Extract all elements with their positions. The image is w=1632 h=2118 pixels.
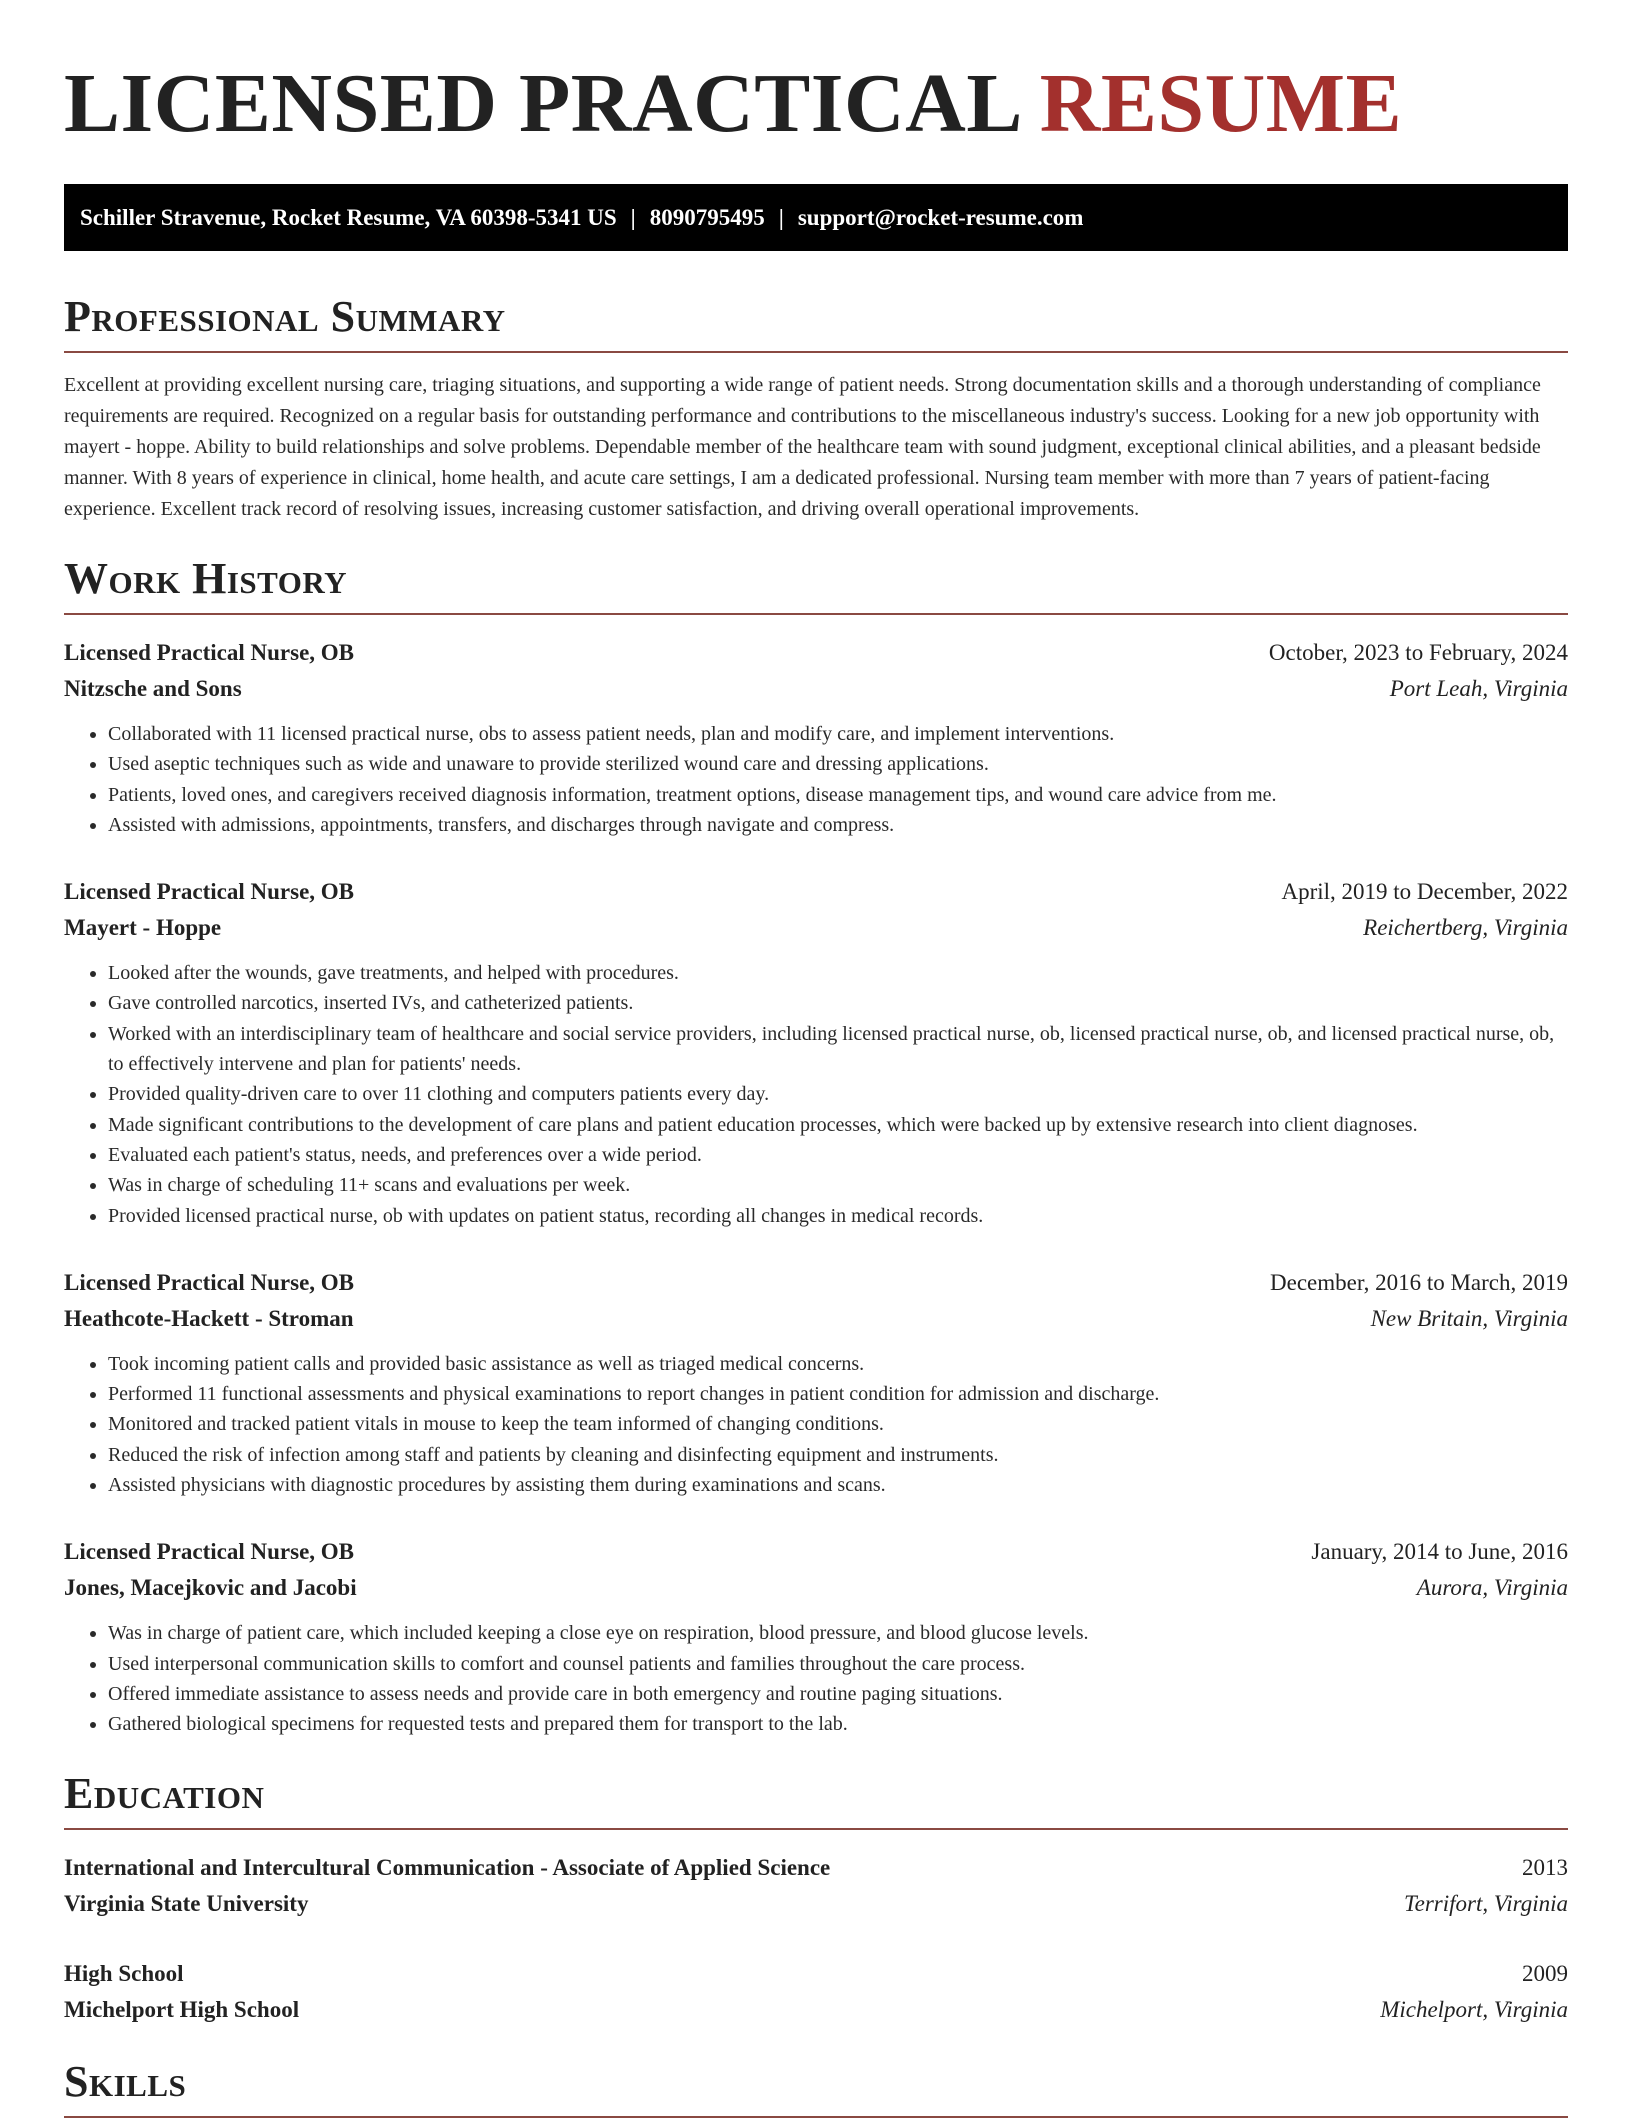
job-dates: December, 2016 to March, 2019 — [1270, 1269, 1568, 1295]
job-title: Licensed Practical Nurse, OB — [64, 1269, 355, 1295]
job-bullet: • Gave controlled narcotics, inserted IVs, and catheterized patients. — [108, 988, 1568, 1018]
job-bullet: • Gathered biological specimens for requested tests and prepared them for transport to the lab. — [108, 1709, 1568, 1739]
contact-phone[interactable]: 8090795495 — [649, 205, 765, 230]
education-location: Terrifort, Virginia — [1403, 1890, 1568, 1916]
contact-address: Schiller Stravenue, Rocket Resume, VA 60398-5341 US — [80, 205, 617, 230]
education-degree: International and Intercultural Communication - Associate of Applied Science — [64, 1854, 831, 1880]
job-bullet: • Provided licensed practical nurse, ob with updates on patient status, recording all changes in medical records. — [108, 1201, 1568, 1231]
job-entry — [64, 874, 1568, 1231]
job-company-row — [64, 910, 1568, 946]
job-bullet: • Assisted physicians with diagnostic procedures by assisting them during examinations and scans. — [108, 1470, 1568, 1500]
contact-bar — [64, 184, 1568, 251]
job-location: Reichertberg, Virginia — [1363, 915, 1568, 941]
job-title: Licensed Practical Nurse, OB — [64, 1539, 355, 1565]
education-year: 2009 — [1522, 1960, 1568, 1986]
job-bullet: • Looked after the wounds, gave treatments, and helped with procedures. — [108, 958, 1568, 988]
job-header-row — [64, 1265, 1568, 1301]
job-bullet: • Made significant contributions to the development of care plans and patient education processes, which were backed up by extensive research into client diagnoses. — [108, 1110, 1568, 1140]
job-dates: October, 2023 to February, 2024 — [1268, 640, 1568, 665]
contact-separator: | — [778, 205, 784, 230]
job-entry — [64, 635, 1568, 840]
job-header-row — [64, 635, 1568, 671]
education-entry — [64, 1956, 1568, 2028]
skills-heading: Skills — [64, 2056, 1568, 2118]
job-company: Heathcote-Hackett - Stroman — [64, 1305, 354, 1331]
resume-title — [64, 56, 1568, 152]
contact-email[interactable]: support@rocket-resume.com — [797, 205, 1084, 230]
job-bullet: • Worked with an interdisciplinary team of healthcare and social service providers, including licensed practical nurse, ob, licensed practical nurse, ob, and licensed practical nurse, ob, to effectively intervene and plan for patients' needs. — [108, 1019, 1568, 1080]
summary-text: Excellent at providing excellent nursing care, triaging situations, and supporting a wide range of patient needs. Strong documentation skills and a thorough understanding of compliance requirements are required. Recognized on a regular basis for outstanding performance and contributions to the miscellaneous industry's success. Looking for a new job opportunity with mayert - hoppe. Ability to build relationships and solve problems. Dependable member of the healthcare team with sound judgment, exceptional clinical abilities, and a pleasant bedside manner. With 8 years of experience in clinical, home health, and acute care settings, I am a dedicated professional. Nursing team member with more than 7 years of patient-facing experience. Excellent track record of resolving issues, increasing customer satisfaction, and driving overall operational improvements. — [64, 374, 1541, 520]
job-company-row — [64, 671, 1568, 707]
job-header-row — [64, 874, 1568, 910]
job-bullet: • Provided quality-driven care to over 11 clothing and computers patients every day. — [108, 1079, 1568, 1109]
job-entry — [64, 1534, 1568, 1739]
job-bullet: • Was in charge of patient care, which included keeping a close eye on respiration, blood pressure, and blood glucose levels. — [108, 1618, 1568, 1648]
job-company: Mayert - Hoppe — [64, 915, 222, 941]
job-bullet: • Evaluated each patient's status, needs, and preferences over a wide period. — [108, 1140, 1568, 1170]
education-school-row — [64, 1992, 1568, 2028]
job-bullet: • Monitored and tracked patient vitals in mouse to keep the team informed of changing conditions. — [108, 1409, 1568, 1439]
education-degree-row — [64, 1956, 1568, 1992]
education-school: Michelport High School — [64, 1996, 300, 2022]
title-part-2: RESUME — [1039, 57, 1403, 150]
job-header-row — [64, 1534, 1568, 1570]
education-section — [64, 1768, 1568, 2028]
job-location: New Britain, Virginia — [1370, 1305, 1568, 1331]
resume-page — [64, 0, 1568, 2118]
job-bullets — [64, 1618, 1568, 1739]
job-dates: January, 2014 to June, 2016 — [1311, 1539, 1568, 1565]
job-bullet: • Reduced the risk of infection among staff and patients by cleaning and disinfecting equipment and instruments. — [108, 1440, 1568, 1470]
education-year: 2013 — [1522, 1854, 1568, 1880]
education-heading: Education — [64, 1768, 1568, 1830]
education-degree: High School — [64, 1960, 184, 1986]
education-school-row — [64, 1886, 1568, 1922]
work-history-section — [64, 553, 1568, 1740]
job-dates: April, 2019 to December, 2022 — [1281, 879, 1568, 905]
job-title: Licensed Practical Nurse, OB — [64, 879, 355, 905]
job-bullets — [64, 958, 1568, 1231]
job-company: Nitzsche and Sons — [64, 676, 242, 701]
job-bullet: • Took incoming patient calls and provided basic assistance as well as triaged medical concerns. — [108, 1349, 1568, 1379]
job-location: Aurora, Virginia — [1416, 1575, 1568, 1601]
summary-heading: Professional Summary — [64, 291, 1568, 353]
job-title: Licensed Practical Nurse, OB — [64, 640, 355, 665]
job-bullets — [64, 719, 1568, 840]
job-bullet: • Offered immediate assistance to assess needs and provide care in both emergency and routine paging situations. — [108, 1679, 1568, 1709]
education-degree-row — [64, 1850, 1568, 1886]
job-bullet: • Assisted with admissions, appointments, transfers, and discharges through navigate and compress. — [108, 810, 1568, 840]
job-entry — [64, 1265, 1568, 1500]
title-part-1: LICENSED PRACTICAL — [64, 57, 1019, 150]
contact-separator: | — [630, 205, 636, 230]
job-bullet: • Performed 11 functional assessments and physical examinations to report changes in patient condition for admission and discharge. — [108, 1379, 1568, 1409]
job-company: Jones, Macejkovic and Jacobi — [64, 1575, 357, 1601]
job-bullet: • Used aseptic techniques such as wide and unaware to provide sterilized wound care and dressing applications. — [108, 749, 1568, 779]
job-company-row — [64, 1301, 1568, 1337]
job-bullets — [64, 1349, 1568, 1500]
skills-section — [64, 2056, 1568, 2118]
education-location: Michelport, Virginia — [1380, 1996, 1568, 2022]
education-entry — [64, 1850, 1568, 1922]
job-bullet: • Collaborated with 11 licensed practical nurse, obs to assess patient needs, plan and modify care, and implement interventions. — [108, 719, 1568, 749]
job-bullet: • Used interpersonal communication skills to comfort and counsel patients and families throughout the care process. — [108, 1649, 1568, 1679]
job-location: Port Leah, Virginia — [1389, 676, 1568, 701]
job-bullet: • Patients, loved ones, and caregivers received diagnosis information, treatment options, disease management tips, and wound care advice from me. — [108, 780, 1568, 810]
job-company-row — [64, 1570, 1568, 1606]
job-bullet: • Was in charge of scheduling 11+ scans and evaluations per week. — [108, 1170, 1568, 1200]
education-school: Virginia State University — [64, 1890, 309, 1916]
summary-section — [64, 291, 1568, 525]
work-history-heading: Work History — [64, 553, 1568, 615]
